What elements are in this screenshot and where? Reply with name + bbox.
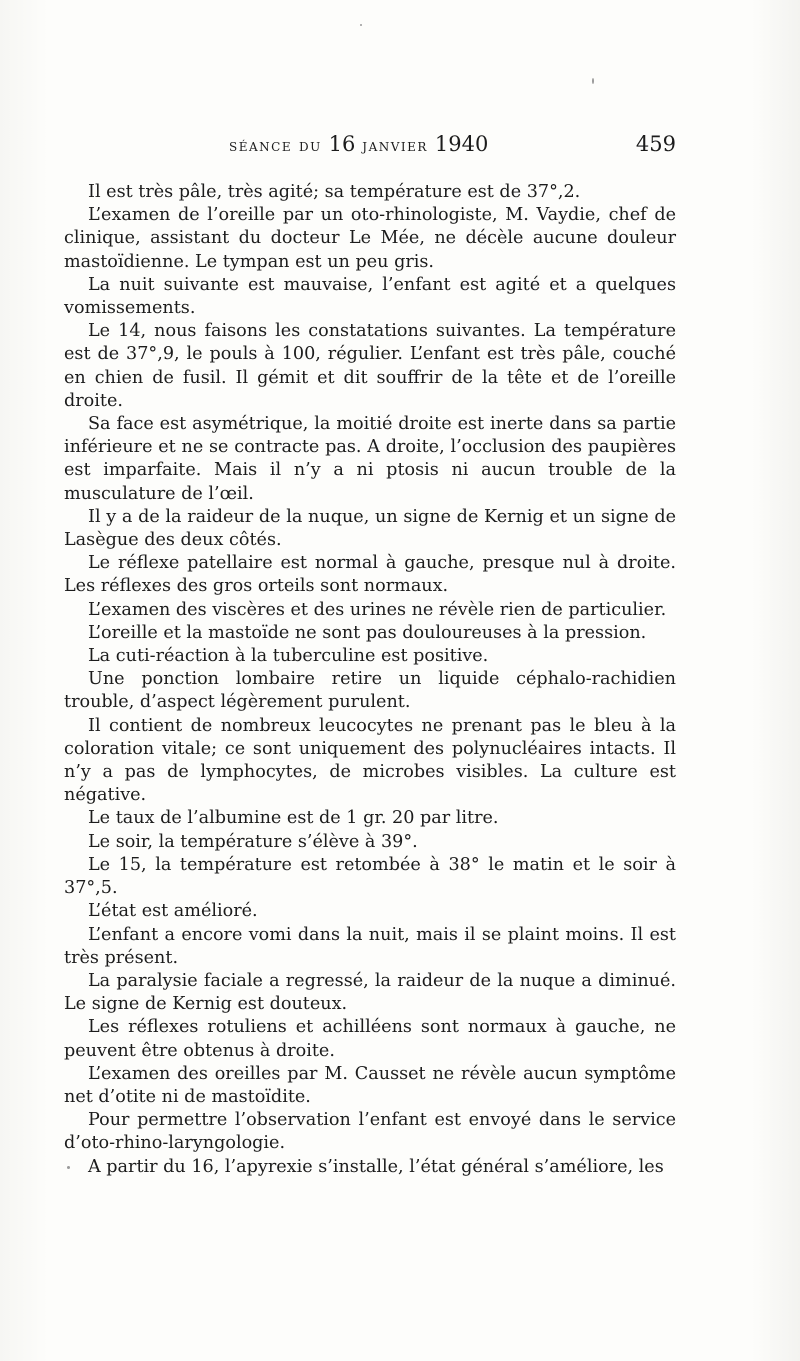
paragraph: A partir du 16, l’apyrexie s’installe, l’état général s’améliore, les: [88, 1156, 664, 1177]
title-year: 1940: [434, 132, 489, 156]
paragraph: Le taux de l’albumine est de 1 gr. 20 par litre.: [88, 808, 499, 829]
paragraph: Le 14, nous faisons les constatations suivantes. La température est de 37°,9, le pouls à 100, régulier. L’enfant est très pâle, couché en chien de fusil. Il gémit et dit souffrir de la tête et de l’oreille droite.: [64, 321, 676, 411]
paragraph: L’examen des oreilles par M. Causset ne révèle aucun symptôme net d’otite ni de mastoïdite.: [64, 1063, 676, 1107]
paragraph: L’examen des viscères et des urines ne révèle rien de particulier.: [88, 599, 667, 620]
title-day: 16: [328, 132, 356, 156]
paragraph: Une ponction lombaire retire un liquide céphalo-rachidien trouble, d’aspect légèrement purulent.: [64, 669, 676, 713]
title-month: janvier: [355, 136, 435, 156]
paragraph: Les réflexes rotuliens et achilléens sont normaux à gauche, ne peuvent être obtenus à droite.: [64, 1017, 676, 1061]
paper-speck: [360, 24, 362, 26]
paragraph: Le réflexe patellaire est normal à gauche, presque nul à droite. Les réflexes des gros orteils sont normaux.: [64, 553, 676, 597]
paragraph: L’examen de l’oreille par un oto-rhinologiste, M. Vaydie, chef de clinique, assistant du docteur Le Mée, ne décèle aucune douleur mastoïdienne. Le tympan est un peu gris.: [64, 205, 676, 272]
paragraph: Il contient de nombreux leucocytes ne prenant pas le bleu à la coloration vitale; ce sont uniquement des polynucléaires intacts. Il n’y a pas de lymphocytes, de microbes visibles. La culture est négative.: [64, 715, 676, 806]
page-number: 459: [635, 132, 676, 156]
paragraph: L’oreille et la mastoïde ne sont pas douloureuses à la pression.: [88, 622, 647, 643]
running-title: [229, 132, 488, 156]
paper-speck: [592, 78, 594, 84]
paragraph: La cuti-réaction à la tuberculine est positive.: [88, 646, 489, 667]
paragraph: Il est très pâle, très agité; sa température est de 37°,2.: [88, 182, 581, 202]
title-prefix: séance du: [229, 136, 329, 156]
paragraph: Le soir, la température s’élève à 39°.: [88, 831, 418, 852]
paragraph: L’état est amélioré.: [88, 901, 258, 922]
running-head: [64, 130, 676, 160]
paragraph: La paralysie faciale a regressé, la raideur de la nuque a diminué. Le signe de Kernig est douteux.: [64, 970, 676, 1015]
paragraph: Le 15, la température est retombée à 38° le matin et le soir à 37°,5.: [64, 854, 676, 899]
paragraph: Pour permettre l’observation l’enfant est envoyé dans le service d’oto-rhino-laryngologie.: [64, 1110, 676, 1154]
paper-speck: [67, 1166, 70, 1169]
paragraph: La nuit suivante est mauvaise, l’enfant est agité et a quelques vomissements.: [64, 274, 676, 319]
paragraph: Sa face est asymétrique, la moitié droite est inerte dans sa partie inférieure et ne se contracte pas. A droite, l’occlusion des paupières est imparfaite. Mais il n’y a ni ptosis ni aucun trouble de la musculature de l’œil.: [64, 414, 676, 504]
body-text: [64, 181, 676, 1179]
paragraph: L’enfant a encore vomi dans la nuit, mais il se plaint moins. Il est très présent.: [64, 924, 676, 968]
paragraph: Il y a de la raideur de la nuque, un signe de Kernig et un signe de Lasègue des deux côtés.: [64, 506, 676, 551]
